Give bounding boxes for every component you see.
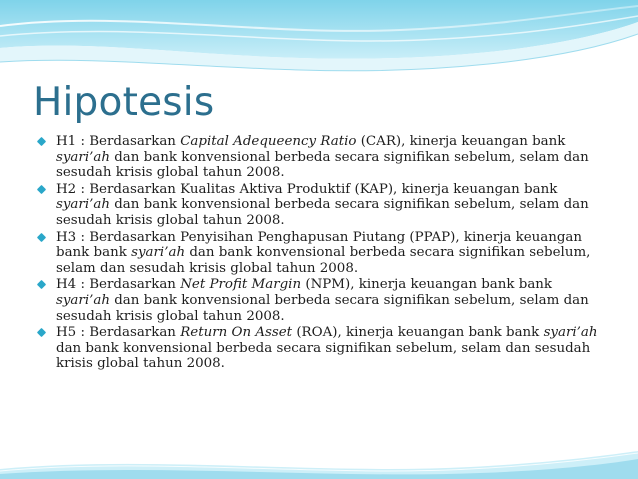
item-text: H4 : Berdasarkan Net Profit Margin (NPM), kinerja keuangan bank bank syari’ah dan bank konvensional berbeda secara signifikan sebelum, selam dan sesudah krisis global tahun 2008. <box>56 277 589 324</box>
item-text: H1 : Berdasarkan Capital Adequeency Ratio (CAR), kinerja keuangan bank syari’ah dan bank konvensional berbeda secara signifikan sebelum, selam dan sesudah krisis global tahun 2008. <box>56 134 589 181</box>
list-item <box>38 325 598 372</box>
top-wave-decoration <box>0 0 638 85</box>
item-text: H5 : Berdasarkan Return On Asset (ROA), kinerja keuangan bank bank syari’ah dan bank konvensional berbeda secara signifikan sebelum, selam dan sesudah krisis global tahun 2008. <box>56 325 598 372</box>
diamond-bullet-icon <box>37 280 46 289</box>
diamond-bullet-icon <box>37 328 46 337</box>
list-item <box>38 182 598 229</box>
diamond-bullet-icon <box>37 185 46 194</box>
hypothesis-list <box>38 134 598 373</box>
diamond-bullet-icon <box>37 232 46 241</box>
item-text: H2 : Berdasarkan Kualitas Aktiva Produktif (KAP), kinerja keuangan bank syari’ah dan bank konvensional berbeda secara signifikan sebelum, selam dan sesudah krisis global tahun 2008. <box>56 181 589 228</box>
item-text: H3 : Berdasarkan Penyisihan Penghapusan Piutang (PPAP), kinerja keuangan bank bank syari’ah dan bank konvensional berbeda secara signifikan sebelum, selam dan sesudah krisis global tahun 2008. <box>56 229 591 276</box>
list-item <box>38 230 598 277</box>
list-item <box>38 134 598 181</box>
list-item <box>38 277 598 324</box>
bottom-wave-decoration <box>0 449 638 479</box>
diamond-bullet-icon <box>37 137 46 146</box>
slide-title: Hipotesis <box>33 80 215 125</box>
